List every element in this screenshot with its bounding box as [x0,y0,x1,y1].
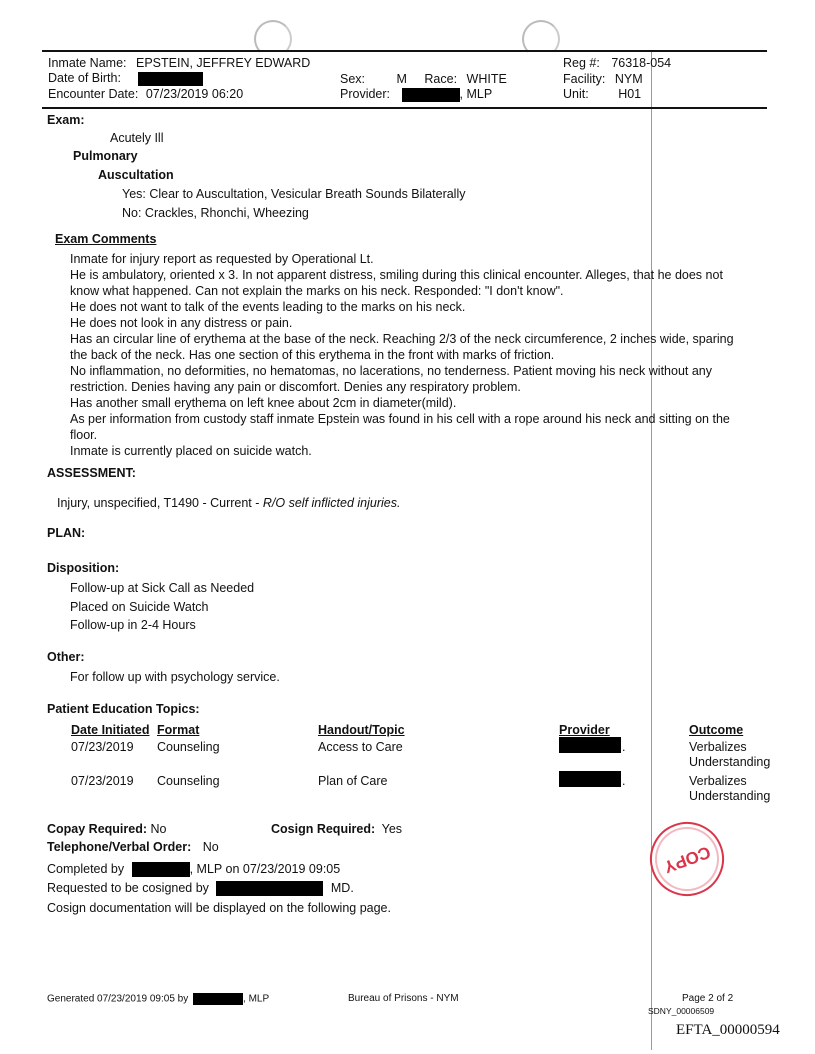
exam-pulmonary: Pulmonary [73,149,138,163]
exam-comment-line: He does not look in any distress or pain. [70,316,293,330]
inmate-name-row [48,56,310,70]
row-date: 07/23/2019 [71,774,134,788]
exam-general: Acutely Ill [110,131,164,145]
sex-value: M [396,72,407,86]
disposition-item: Follow-up in 2-4 Hours [70,618,196,632]
reg-value: 76318-054 [611,56,672,70]
exam-auscultation: Auscultation [98,168,174,182]
exam-comment-line: As per information from custody staff inmate Epstein was found in his cell with a rope around his neck and sitting on the [70,412,730,426]
footer-page: Page 2 of 2 [682,993,734,1004]
exam-yes-line: Yes: Clear to Auscultation, Vesicular Breath Sounds Bilaterally [122,187,466,201]
generated-suffix: , MLP [243,993,270,1005]
copy-stamp-text: COPY [661,842,714,877]
disposition-item: Follow-up at Sick Call as Needed [70,581,255,595]
reg-row [563,56,671,70]
row-provider-dot: . [622,774,626,788]
redacted-cosigner [216,881,323,896]
copay-label: Copay Required: [47,822,148,836]
row-format: Counseling [157,774,220,788]
inmate-name: EPSTEIN, JEFFREY EDWARD [136,56,311,70]
sex-label: Sex: [340,72,366,86]
copay-value: No [150,822,167,836]
provider-label: Provider: [340,87,391,101]
requested-prefix: Requested to be cosigned by [47,881,209,895]
row-topic: Plan of Care [318,774,388,788]
exam-comment-line: He does not want to talk of the events leading to the marks on his neck. [70,300,466,314]
completed-row [47,862,340,877]
unit-value: H01 [618,87,642,101]
header-top-rule [42,50,767,52]
row-outcome: Verbalizes [689,774,747,788]
row-outcome: Understanding [689,789,771,803]
unit-row [563,87,641,101]
col-handout-topic: Handout/Topic [318,723,405,737]
assessment-text [57,496,400,510]
redacted-generated-by [193,993,243,1005]
exam-comment-line: He is ambulatory, oriented x 3. In not apparent distress, smiling during this clinical encounter. Alleges, that he does not [70,268,723,282]
assessment-diagnosis: Injury, unspecified, T1490 - Current - [57,496,263,510]
exam-no-line: No: Crackles, Rhonchi, Wheezing [122,206,309,220]
other-text: For follow up with psychology service. [70,670,280,684]
exam-comment-line: floor. [70,428,98,442]
provider-row [340,87,492,102]
facility-value: NYM [614,72,643,86]
assessment-heading: ASSESSMENT: [47,466,136,480]
redacted-provider [559,771,621,787]
col-format: Format [157,723,200,737]
other-heading: Other: [47,650,85,664]
exam-comment-line: Has another small erythema on left knee about 2cm in diameter(mild). [70,396,457,410]
completed-suffix: , MLP on 07/23/2019 09:05 [189,862,341,876]
dob-row [48,71,203,86]
footer-sdny: SDNY_00006509 [648,1006,715,1016]
dob-label: Date of Birth: [48,71,121,85]
cosign-row [271,822,402,836]
education-heading: Patient Education Topics: [47,702,200,716]
unit-label: Unit: [563,87,589,101]
copay-row [47,822,166,836]
reg-label: Reg #: [563,56,600,70]
assessment-note: R/O self inflicted injuries. [262,496,401,510]
redacted-dob [138,72,203,86]
row-outcome: Understanding [689,755,771,769]
exam-comment-line: restriction. Denies having any pain or discomfort. Denies any respiratory problem. [70,380,521,394]
row-format: Counseling [157,740,220,754]
facility-row [563,72,643,86]
verbal-label: Telephone/Verbal Order: [47,840,192,854]
requested-suffix: MD. [330,881,354,895]
redacted-completed-by [132,862,190,877]
generated-prefix: Generated 07/23/2019 09:05 by [47,993,189,1005]
exam-comments-heading: Exam Comments [55,232,157,246]
copy-stamp [640,812,735,907]
verbal-row [47,840,219,854]
footer-efta: EFTA_00000594 [676,1022,780,1038]
row-provider-dot: . [622,740,626,754]
exam-comment-line: the back of the neck. Has one section of this erythema in the front with marks of friction. [70,348,555,362]
facility-label: Facility: [563,72,606,86]
requested-row [47,881,354,896]
exam-comment-line: Has an circular line of erythema at the base of the neck. Reaching 2/3 of the neck circumference, 2 inches wide, sparing [70,332,734,346]
provider-suffix: , MLP [459,87,493,101]
scan-line [651,50,652,1050]
completed-prefix: Completed by [47,862,125,876]
encounter-date: 07/23/2019 06:20 [145,87,244,101]
disposition-item: Placed on Suicide Watch [70,600,209,614]
encounter-label: Encounter Date: [48,87,139,101]
exam-comment-line: Inmate for injury report as requested by Operational Lt. [70,252,374,266]
cosign-label: Cosign Required: [271,822,376,836]
sex-row [340,72,507,86]
cosign-value: Yes [381,822,403,836]
punch-hole-left [254,20,292,58]
footer-bureau: Bureau of Prisons - NYM [348,993,459,1004]
col-date-initiated: Date Initiated [71,723,150,737]
redacted-provider [559,737,621,753]
punch-hole-right [522,20,560,58]
encounter-row [48,87,243,101]
exam-comment-line: Inmate is currently placed on suicide watch. [70,444,312,458]
redacted-provider [402,88,460,102]
disposition-heading: Disposition: [47,561,120,575]
exam-heading: Exam: [47,113,85,127]
row-topic: Access to Care [318,740,403,754]
col-provider: Provider [559,723,610,737]
inmate-name-label: Inmate Name: [48,56,127,70]
cosign-note: Cosign documentation will be displayed on the following page. [47,901,391,915]
race-value: WHITE [466,72,507,86]
footer-generated [47,993,269,1005]
row-outcome: Verbalizes [689,740,747,754]
race-label: Race: [424,72,458,86]
exam-comment-line: know what happened. Can not explain the marks on his neck. Responded: "I don't know". [70,284,564,298]
col-outcome: Outcome [689,723,744,737]
plan-heading: PLAN: [47,526,86,540]
verbal-value: No [202,840,219,854]
exam-comments-body [70,251,760,459]
exam-comment-line: No inflammation, no deformities, no hematomas, no lacerations, no tenderness. Patient moving his neck without any [70,364,713,378]
row-date: 07/23/2019 [71,740,134,754]
header-bottom-rule [42,107,767,109]
